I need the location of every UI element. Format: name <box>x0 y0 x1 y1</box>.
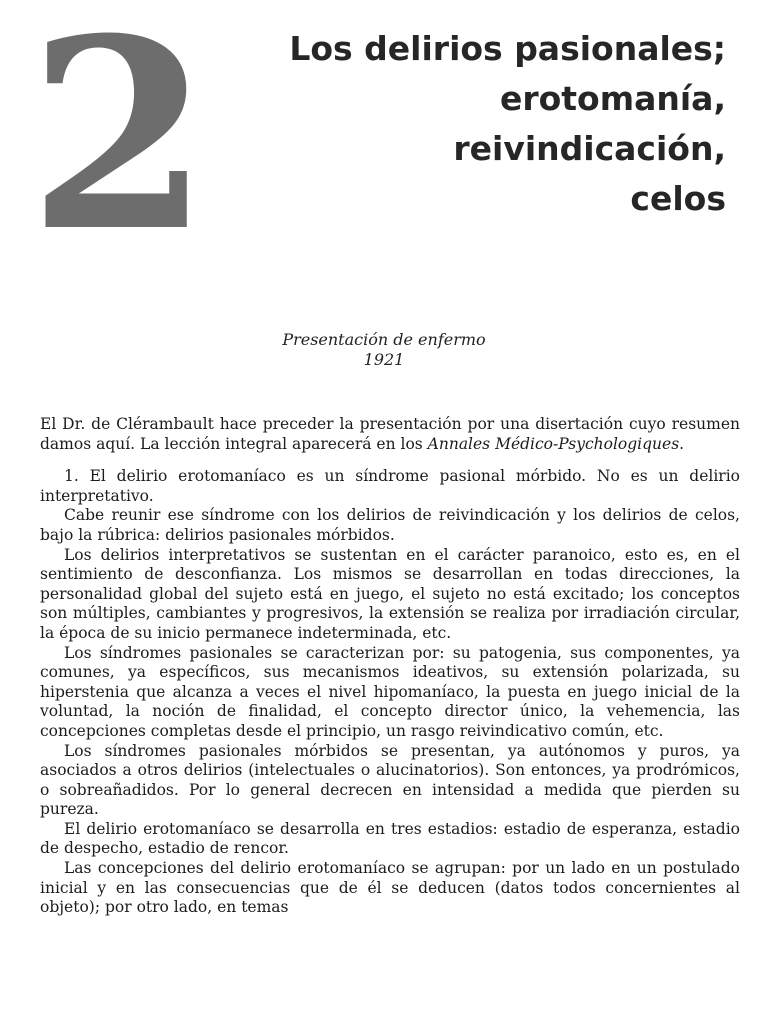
body-paragraph: 1. El delirio erotomaníaco es un síndrome pasional mórbido. No es un delirio interpretativo. <box>40 467 740 505</box>
presentation-heading <box>0 330 768 370</box>
chapter-title-line: Los delirios pasionales; <box>289 29 726 68</box>
chapter-title-line: reivindicación, <box>453 129 726 168</box>
intro-text-end: . <box>679 434 685 453</box>
body-paragraph: Los delirios interpretativos se sustentan en el carácter paranoico, esto es, en el sentimiento de desconfianza. Los mismos se desarrollan en todas direcciones, la personalidad global del sujeto está en juego, el sujeto no está excitado; los conceptos son múltiples, cambiantes y progresivos, la extensión se realiza por irradiación circular, la época de su inicio permanece indeterminada, etc. <box>40 545 740 642</box>
chapter-title-line: celos <box>630 179 726 218</box>
body-paragraph: Cabe reunir ese síndrome con los delirios de reivindicación y los delirios de celos, bajo la rúbrica: delirios pasionales mórbidos. <box>40 506 740 544</box>
body-paragraph: Las concepciones del delirio erotomaníaco se agrupan: por un lado en un postulado inicial y en las consecuencias que de él se deducen (datos todos concernientes al objeto); por otro lado, en temas <box>40 859 740 917</box>
chapter-number: 2 <box>28 0 205 289</box>
body-text <box>40 415 740 918</box>
chapter-title <box>166 24 726 224</box>
presentation-year: 1921 <box>363 350 405 369</box>
intro-paragraph <box>40 415 740 454</box>
body-paragraph: Los síndromes pasionales mórbidos se presentan, ya autónomos y puros, ya asociados a otros delirios (intelectuales o alucinatorios). Son entonces, ya prodrómicos, o sobreañadidos. Por lo general decrecen en intensidad a medida que pierden su pureza. <box>40 741 740 819</box>
body-paragraph: El delirio erotomaníaco se desarrolla en tres estadios: estadio de esperanza, estadio de despecho, estadio de rencor. <box>40 819 740 858</box>
intro-text-start: El Dr. de Clérambault hace preceder la presentación por una disertación cuyo resumen damos aquí. La lección integral aparecerá en los <box>40 415 740 453</box>
presentation-label: Presentación de enfermo <box>282 330 486 349</box>
chapter-title-line: erotomanía, <box>499 79 726 118</box>
body-paragraph: Los síndromes pasionales se caracterizan por: su patogenia, sus componentes, ya comunes, ya específicos, sus mecanismos ideativos, su extensión polarizada, su hiperstenia que alcanza a veces el nivel hipomaníaco, la puesta en juego inicial de la voluntad, la noción de finalidad, el concepto director único, la vehemencia, las concepciones completas desde el principio, un rasgo reivindicativo común, etc. <box>40 643 740 740</box>
journal-name: Annales Médico-Psychologiques <box>427 434 680 453</box>
